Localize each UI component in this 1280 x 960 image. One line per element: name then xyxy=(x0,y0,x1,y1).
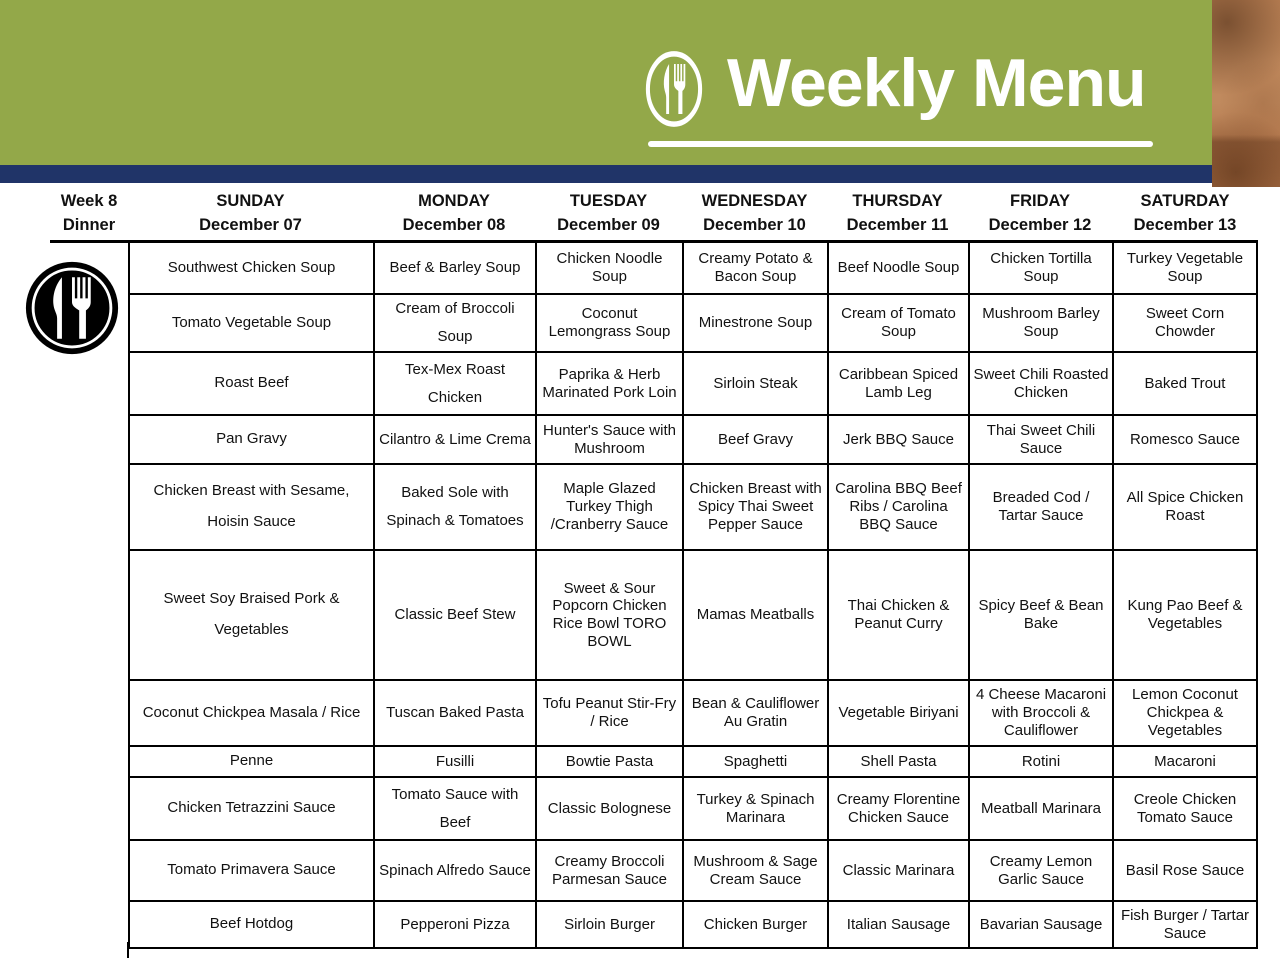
menu-cell: Romesco Sauce xyxy=(1112,416,1258,465)
menu-cell: Rotini xyxy=(968,747,1112,778)
menu-cell: 4 Cheese Macaroni with Broccoli & Cauliflower xyxy=(968,681,1112,747)
menu-cell: Mushroom & Sage Cream Sauce xyxy=(682,841,827,902)
menu-cell: Tomato Primavera Sauce xyxy=(128,841,373,902)
menu-cell: Maple Glazed Turkey Thigh /Cranberry Sauce xyxy=(535,465,682,551)
menu-cell: Southwest Chicken Soup xyxy=(128,243,373,295)
menu-cell: Breaded Cod / Tartar Sauce xyxy=(968,465,1112,551)
menu-cell: Bavarian Sausage xyxy=(968,902,1112,949)
menu-cell: Mushroom Barley Soup xyxy=(968,295,1112,353)
day-date: December 08 xyxy=(402,216,506,234)
menu-cell: Classic Beef Stew xyxy=(373,551,535,681)
day-name: SUNDAY xyxy=(216,192,285,211)
week-header-cell xyxy=(50,188,128,240)
menu-cell: Beef Hotdog xyxy=(128,902,373,949)
row-label-spacer xyxy=(50,295,128,353)
row-label-spacer xyxy=(50,551,128,681)
row-label-spacer xyxy=(50,681,128,747)
menu-cell: Creole Chicken Tomato Sauce xyxy=(1112,778,1258,841)
menu-cell: Kung Pao Beef & Vegetables xyxy=(1112,551,1258,681)
menu-cell: Pepperoni Pizza xyxy=(373,902,535,949)
day-header-cell xyxy=(827,188,968,240)
day-name: WEDNESDAY xyxy=(701,192,808,211)
menu-cell: Baked Trout xyxy=(1112,353,1258,416)
row-label-spacer xyxy=(50,841,128,902)
menu-cell: Bowtie Pasta xyxy=(535,747,682,778)
menu-cell: Tofu Peanut Stir-Fry / Rice xyxy=(535,681,682,747)
row-label-spacer xyxy=(50,416,128,465)
menu-cell: Tuscan Baked Pasta xyxy=(373,681,535,747)
menu-cell: Spinach Alfredo Sauce xyxy=(373,841,535,902)
menu-cell: Caribbean Spiced Lamb Leg xyxy=(827,353,968,416)
menu-cell: Classic Marinara xyxy=(827,841,968,902)
menu-cell: Bean & Cauliflower Au Gratin xyxy=(682,681,827,747)
menu-cell: Mamas Meatballs xyxy=(682,551,827,681)
menu-cell: Penne xyxy=(128,747,373,778)
menu-cell: Beef Noodle Soup xyxy=(827,243,968,295)
day-name: THURSDAY xyxy=(852,192,943,211)
menu-cell: Thai Chicken & Peanut Curry xyxy=(827,551,968,681)
menu-cell: Tomato Sauce with Beef xyxy=(373,778,535,841)
menu-cell: Jerk BBQ Sauce xyxy=(827,416,968,465)
day-header-cell xyxy=(373,188,535,240)
row-label-spacer xyxy=(50,902,128,949)
menu-cell: Fusilli xyxy=(373,747,535,778)
day-date: December 13 xyxy=(1133,216,1237,234)
menu-cell: Chicken Burger xyxy=(682,902,827,949)
day-date: December 11 xyxy=(846,216,949,234)
menu-cell: Italian Sausage xyxy=(827,902,968,949)
menu-cell: Cream of Broccoli Soup xyxy=(373,295,535,353)
menu-cell: Baked Sole with Spinach & Tomatoes xyxy=(373,465,535,551)
menu-cell: Minestrone Soup xyxy=(682,295,827,353)
menu-cell: Meatball Marinara xyxy=(968,778,1112,841)
menu-cell: All Spice Chicken Roast xyxy=(1112,465,1258,551)
menu-cell: Chicken Tetrazzini Sauce xyxy=(128,778,373,841)
menu-cell: Beef & Barley Soup xyxy=(373,243,535,295)
row-label-spacer xyxy=(50,778,128,841)
menu-cell: Carolina BBQ Beef Ribs / Carolina BBQ Sauce xyxy=(827,465,968,551)
day-header-cell xyxy=(968,188,1112,240)
menu-cell: Sirloin Burger xyxy=(535,902,682,949)
menu-cell: Lemon Coconut Chickpea & Vegetables xyxy=(1112,681,1258,747)
week-label: Week 8 xyxy=(60,192,118,211)
menu-cell: Chicken Tortilla Soup xyxy=(968,243,1112,295)
day-date: December 07 xyxy=(199,216,302,234)
menu-cell: Beef Gravy xyxy=(682,416,827,465)
day-name: TUESDAY xyxy=(569,192,648,211)
day-header-cell xyxy=(128,188,373,240)
meal-label: Dinner xyxy=(62,216,116,234)
menu-cell: Pan Gravy xyxy=(128,416,373,465)
page-title: Weekly Menu xyxy=(727,45,1146,121)
day-header-cell xyxy=(1112,188,1258,240)
row-label-spacer xyxy=(50,465,128,551)
navy-stripe xyxy=(0,165,1212,183)
wood-texture xyxy=(1212,0,1280,187)
menu-cell: Chicken Noodle Soup xyxy=(535,243,682,295)
menu-cell: Turkey & Spinach Marinara xyxy=(682,778,827,841)
menu-cell: Coconut Lemongrass Soup xyxy=(535,295,682,353)
menu-cell: Classic Bolognese xyxy=(535,778,682,841)
day-name: SATURDAY xyxy=(1140,192,1230,211)
menu-cell: Turkey Vegetable Soup xyxy=(1112,243,1258,295)
menu-cell: Thai Sweet Chili Sauce xyxy=(968,416,1112,465)
text-cursor-mark xyxy=(127,942,129,958)
menu-cell: Chicken Breast with Sesame, Hoisin Sauce xyxy=(128,465,373,551)
title-underline xyxy=(648,141,1153,147)
menu-cell: Roast Beef xyxy=(128,353,373,416)
day-date: December 09 xyxy=(557,216,660,234)
row-label-spacer xyxy=(50,243,128,295)
day-date: December 12 xyxy=(988,216,1092,234)
day-date: December 10 xyxy=(703,216,806,234)
menu-cell: Creamy Broccoli Parmesan Sauce xyxy=(535,841,682,902)
menu-cell: Macaroni xyxy=(1112,747,1258,778)
row-label-spacer xyxy=(50,353,128,416)
menu-cell: Sirloin Steak xyxy=(682,353,827,416)
menu-cell: Cream of Tomato Soup xyxy=(827,295,968,353)
menu-cell: Coconut Chickpea Masala / Rice xyxy=(128,681,373,747)
menu-cell: Spaghetti xyxy=(682,747,827,778)
menu-cell: Vegetable Biriyani xyxy=(827,681,968,747)
day-header-cell xyxy=(682,188,827,240)
menu-cell: Spicy Beef & Bean Bake xyxy=(968,551,1112,681)
fork-knife-logo-icon xyxy=(645,50,703,128)
menu-cell: Fish Burger / Tartar Sauce xyxy=(1112,902,1258,949)
menu-cell: Tomato Vegetable Soup xyxy=(128,295,373,353)
menu-cell: Basil Rose Sauce xyxy=(1112,841,1258,902)
menu-cell: Sweet Soy Braised Pork & Vegetables xyxy=(128,551,373,681)
day-name: MONDAY xyxy=(418,192,490,211)
row-label-spacer xyxy=(50,747,128,778)
menu-cell: Cilantro & Lime Crema xyxy=(373,416,535,465)
table-header-row xyxy=(50,188,1258,243)
menu-cell: Shell Pasta xyxy=(827,747,968,778)
menu-cell: Hunter's Sauce with Mushroom xyxy=(535,416,682,465)
menu-cell: Tex-Mex Roast Chicken xyxy=(373,353,535,416)
day-header-cell xyxy=(535,188,682,240)
menu-cell: Sweet Chili Roasted Chicken xyxy=(968,353,1112,416)
menu-table-body xyxy=(50,243,1258,949)
menu-cell: Chicken Breast with Spicy Thai Sweet Pepper Sauce xyxy=(682,465,827,551)
menu-cell: Paprika & Herb Marinated Pork Loin xyxy=(535,353,682,416)
menu-cell: Creamy Lemon Garlic Sauce xyxy=(968,841,1112,902)
menu-cell: Sweet & Sour Popcorn Chicken Rice Bowl TORO BOWL xyxy=(535,551,682,681)
header-banner xyxy=(0,0,1212,165)
day-name: FRIDAY xyxy=(1010,192,1070,211)
menu-cell: Sweet Corn Chowder xyxy=(1112,295,1258,353)
menu-cell: Creamy Florentine Chicken Sauce xyxy=(827,778,968,841)
menu-cell: Creamy Potato & Bacon Soup xyxy=(682,243,827,295)
